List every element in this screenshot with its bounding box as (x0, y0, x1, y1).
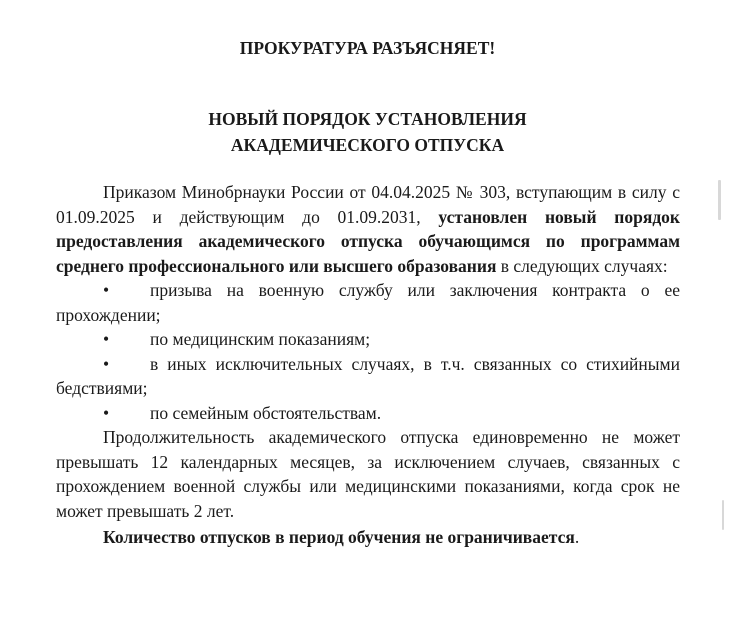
bullet-icon: • (103, 353, 110, 374)
list-item (56, 401, 680, 426)
intro-tail-text: в следующих случаях: (496, 255, 668, 276)
document-title (0, 106, 735, 158)
list-item-text: в иных исключительных случаях, в т.ч. связанных со стихийными бедствиями; (56, 353, 680, 398)
conclusion-tail-text: . (574, 527, 580, 547)
conclusion-paragraph (56, 525, 680, 550)
bullet-icon: • (103, 280, 110, 300)
list-item-text: призыва на военную службу или заключения контракта о ее прохождении; (56, 280, 680, 325)
duration-paragraph: Продолжительность академического отпуска единовременно не может превышать 12 календарных месяцев, за исключением случаев, связанных с прохождением военной службы или медицинскими показаниями, когда срок не может превышать 2 лет. (56, 427, 680, 521)
list-item-text: по семейным обстоятельствам. (150, 402, 382, 423)
bullet-icon: • (103, 329, 110, 349)
intro-bold-text: установлен новый порядок предоставления академического отпуска обучающимся по программам среднего профессионального или высшего образования (56, 206, 681, 276)
list-item (56, 352, 680, 401)
list-item-text: по медицинским показаниям; (150, 329, 371, 349)
conclusion-bold-text: Количество отпусков в период обучения не ограничивается (103, 527, 575, 547)
title-line-1: НОВЫЙ ПОРЯДОК УСТАНОВЛЕНИЯ (208, 109, 527, 129)
document-body (56, 180, 680, 550)
intro-paragraph (56, 180, 680, 278)
bullet-icon: • (103, 402, 110, 423)
scan-artifact (722, 500, 724, 530)
page-header: ПРОКУРАТУРА РАЗЪЯСНЯЕТ! (239, 38, 496, 58)
list-item (56, 278, 680, 327)
list-item (56, 327, 680, 352)
intro-text: Приказом Минобрнауки России от 04.04.2025 № 303, вступающим в силу с 01.09.2025 и действующим до 01.09.2031, (56, 182, 680, 227)
scan-artifact (718, 180, 721, 220)
title-line-2: АКАДЕМИЧЕСКОГО ОТПУСКА (230, 135, 505, 155)
